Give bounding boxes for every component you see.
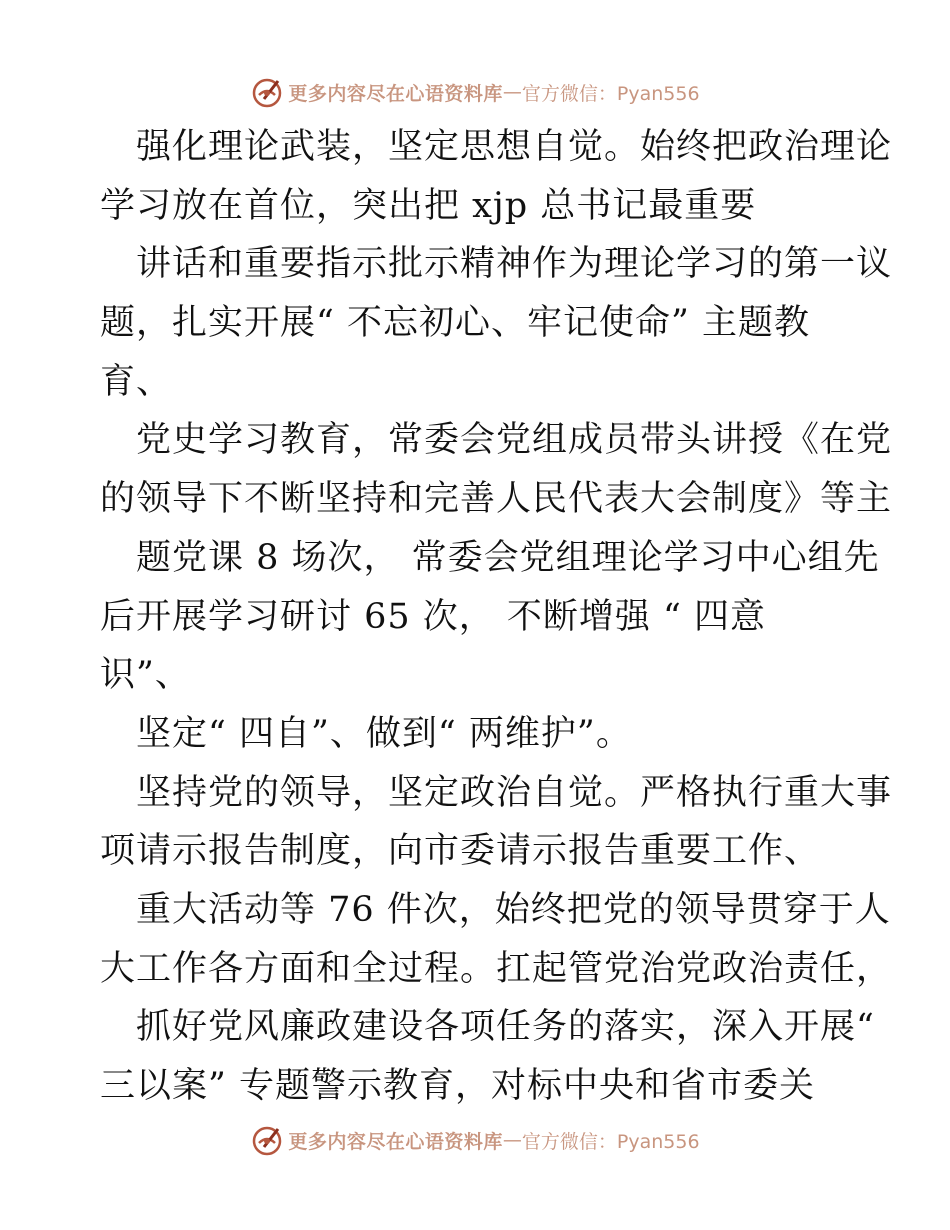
text-line: 三以案” 专题警示教育，对标中央和省市委关 [100, 1066, 816, 1106]
watermark-wechat-text: 官方微信：Pyan556 [521, 1130, 700, 1153]
text-line: 题，扎实开展“ 不忘初心、牢记使命” 主题教 [100, 303, 811, 344]
book-pen-icon [250, 75, 284, 109]
text-line: 育、 [100, 361, 173, 402]
text-line: 学习放在首位，突出把 xjp 总书记最重要 [100, 185, 757, 226]
watermark-brand-text: 更多内容尽在心语资料库 [288, 82, 503, 105]
text-line: 抓好党风廉政建设各项任务的落实，深入开展“ [136, 1007, 875, 1048]
text-line: 项请示报告制度，向市委请示报告重要工作、 [100, 831, 821, 872]
watermark-separator: — [502, 81, 522, 103]
text-line: 题党课 8 场次， 常委会党组理论学习中心组先 [136, 537, 880, 578]
text-line: 识”、 [100, 655, 191, 696]
watermark-wechat-text: 官方微信：Pyan556 [521, 82, 700, 105]
text-line: 党史学习教育，常委会党组成员带头讲授《在党 [136, 420, 893, 461]
text-line: 强化理论武装，坚定思想自觉。始终把政治理论 [136, 127, 893, 167]
text-line: 坚持党的领导，坚定政治自觉。严格执行重大事 [136, 772, 893, 813]
header-watermark-banner [0, 72, 950, 112]
book-pen-icon [250, 1123, 284, 1157]
text-line: 后开展学习研讨 65 次， 不断增强 “ 四意 [100, 596, 767, 637]
watermark-separator: — [502, 1129, 522, 1151]
text-line: 重大活动等 76 件次，始终把党的领导贯穿于人 [136, 889, 891, 930]
text-line: 坚定“ 四自”、做到“ 两维护”。 [136, 713, 632, 754]
watermark-brand-text: 更多内容尽在心语资料库 [288, 1130, 503, 1153]
text-line: 大工作各方面和全过程。扛起管党治党政治责任， [100, 948, 893, 989]
text-line: 的领导下不断坚持和完善人民代表大会制度》等主 [100, 479, 893, 520]
document-body [100, 118, 893, 1116]
footer-watermark-banner [0, 1120, 950, 1160]
text-line: 讲话和重要指示批示精神作为理论学习的第一议 [136, 244, 893, 285]
